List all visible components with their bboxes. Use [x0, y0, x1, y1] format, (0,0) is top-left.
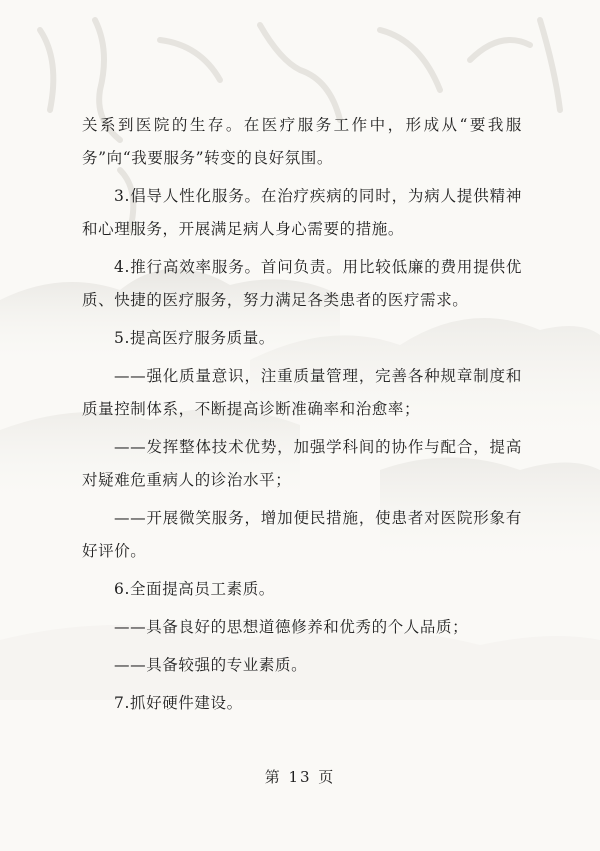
paragraph: ——发挥整体技术优势，加强学科间的协作与配合，提高对疑难危重病人的诊治水平；: [82, 438, 522, 489]
paragraph: ——具备较强的专业素质。: [114, 656, 308, 674]
page-number: 第 13 页: [264, 768, 336, 786]
paragraph: 3.倡导人性化服务。在治疗疾病的同时，为病人提供精神和心理服务，开展满足病人身心需要的措施。: [82, 187, 522, 238]
paragraph: 关系到医院的生存。在医疗服务工作中，形成从“要我服务”向“我要服务”转变的良好氛围。: [82, 116, 522, 167]
paragraph: 7.抓好硬件建设。: [114, 694, 243, 712]
paragraph: 6.全面提高员工素质。: [114, 580, 275, 598]
paragraph: ——开展微笑服务，增加便民措施，使患者对医院形象有好评价。: [82, 509, 522, 560]
paragraph: 5.提高医疗服务质量。: [114, 329, 275, 347]
paragraph: 4.推行高效率服务。首问负责。用比较低廉的费用提供优质、快捷的医疗服务，努力满足各类患者的医疗需求。: [82, 258, 522, 309]
body-text: [82, 109, 522, 720]
paragraph: ——具备良好的思想道德修养和优秀的个人品质；: [114, 618, 469, 636]
paragraph: ——强化质量意识，注重质量管理，完善各种规章制度和质量控制体系，不断提高诊断准确率和治愈率；: [82, 367, 522, 418]
